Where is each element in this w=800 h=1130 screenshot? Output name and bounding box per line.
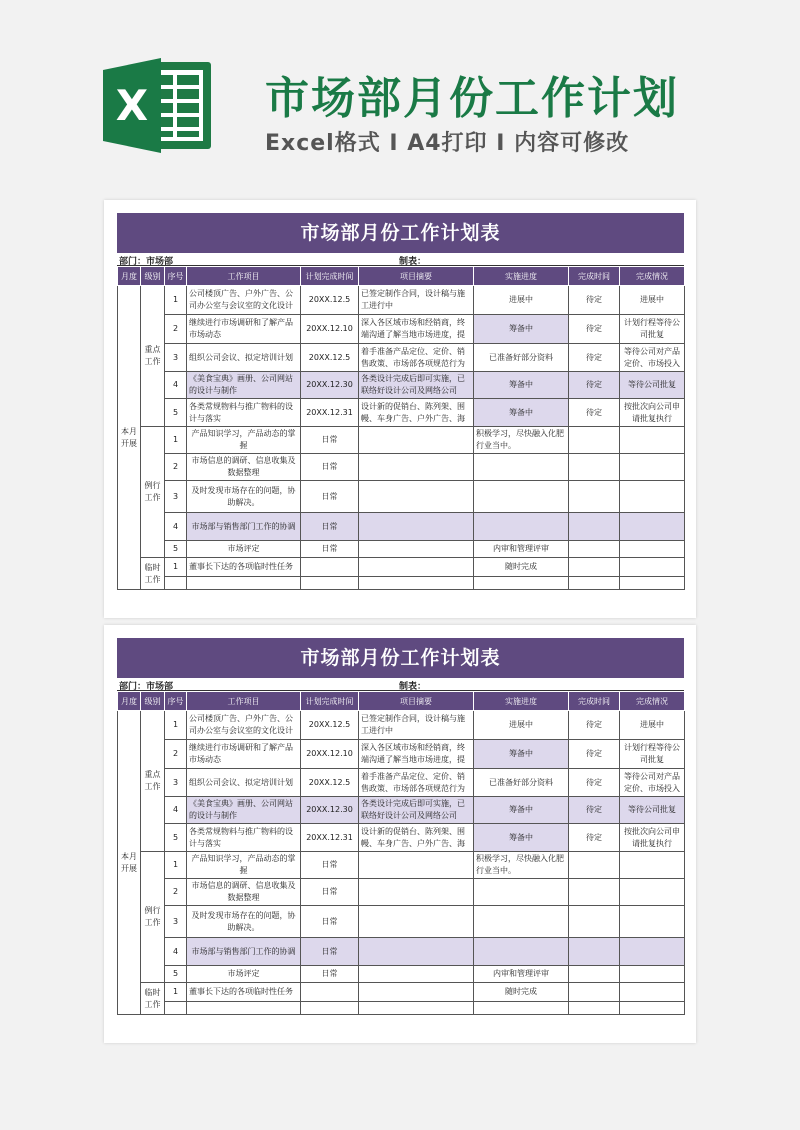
table-row (118, 558, 685, 577)
no-cell: 3 (165, 481, 187, 513)
header-cell: 月度 (118, 692, 141, 711)
sheet-title: 市场部月份工作计划表 (117, 638, 684, 678)
header-cell: 工作项目 (187, 692, 301, 711)
status-cell: 进展中 (620, 286, 685, 315)
sheet-2 (117, 638, 684, 1015)
date-cell (301, 983, 359, 1002)
no-cell: 1 (165, 427, 187, 454)
status-cell (620, 938, 685, 966)
table-row (118, 824, 685, 852)
table-row (118, 966, 685, 983)
item-cell: 及时发现市场存在的问题，协助解决。 (187, 906, 301, 938)
item-cell: 《美食宝典》画册、公司网站的设计与制作 (187, 372, 301, 399)
header-cell: 完成情况 (620, 692, 685, 711)
status-cell (620, 852, 685, 879)
no-cell: 2 (165, 740, 187, 769)
date-cell: 20XX.12.31 (301, 399, 359, 427)
no-cell: 4 (165, 797, 187, 824)
done-cell: 待定 (569, 372, 620, 399)
summary-cell (359, 983, 474, 1002)
excel-logo-icon (103, 58, 215, 153)
meta-row (117, 253, 684, 266)
header-cell: 完成时间 (569, 692, 620, 711)
status-cell (620, 481, 685, 513)
item-cell: 《美食宝典》画册、公司网站的设计与制作 (187, 797, 301, 824)
progress-cell: 已准备好部分资料 (474, 769, 569, 797)
header-cell: 完成情况 (620, 267, 685, 286)
level-routine: 例行工作 (141, 427, 165, 558)
level-temp: 临时工作 (141, 558, 165, 590)
progress-cell: 筹备中 (474, 824, 569, 852)
status-cell: 计划行程等待公司批复 (620, 740, 685, 769)
date-cell: 20XX.12.31 (301, 824, 359, 852)
date-cell: 20XX.12.10 (301, 315, 359, 344)
plan-table (117, 691, 685, 1015)
progress-cell: 随时完成 (474, 558, 569, 577)
table-row (118, 983, 685, 1002)
level-temp: 临时工作 (141, 983, 165, 1015)
maker-label: 制表： (399, 257, 427, 267)
no-cell (165, 1002, 187, 1015)
item-cell (187, 577, 301, 590)
status-cell (620, 983, 685, 1002)
table-row (118, 513, 685, 541)
done-cell (569, 513, 620, 541)
header-cell: 项目摘要 (359, 692, 474, 711)
date-cell (301, 558, 359, 577)
done-cell: 待定 (569, 344, 620, 372)
status-cell (620, 427, 685, 454)
summary-cell: 各类设计完成后即可实施，已联络好设计公司及网络公司 (359, 372, 474, 399)
header-cell: 实施进度 (474, 267, 569, 286)
table-row (118, 315, 685, 344)
table-row (118, 399, 685, 427)
maker-label: 制表： (399, 682, 427, 692)
item-cell: 继续进行市场调研和了解产品市场动态 (187, 740, 301, 769)
date-cell: 日常 (301, 541, 359, 558)
date-cell: 20XX.12.5 (301, 286, 359, 315)
no-cell (165, 577, 187, 590)
no-cell: 2 (165, 454, 187, 481)
no-cell: 3 (165, 344, 187, 372)
summary-cell (359, 513, 474, 541)
summary-cell (359, 558, 474, 577)
header-cell: 级别 (141, 692, 165, 711)
item-cell: 董事长下达的各项临时性任务 (187, 558, 301, 577)
progress-cell (474, 513, 569, 541)
done-cell (569, 983, 620, 1002)
table-row (118, 852, 685, 879)
done-cell (569, 558, 620, 577)
status-cell (620, 541, 685, 558)
dept-label: 部门：市场部 (119, 257, 174, 267)
done-cell (569, 427, 620, 454)
item-cell: 各类常规物料与推广物料的设计与落实 (187, 824, 301, 852)
date-cell: 20XX.12.10 (301, 740, 359, 769)
date-cell: 20XX.12.5 (301, 711, 359, 740)
summary-cell: 各类设计完成后即可实施，已联络好设计公司及网络公司 (359, 797, 474, 824)
no-cell: 1 (165, 852, 187, 879)
summary-cell: 深入各区域市场和经销商，终端沟通了解当地市场进度，提 (359, 315, 474, 344)
progress-cell: 筹备中 (474, 740, 569, 769)
banner-title: 市场部月份工作计划 (265, 73, 679, 124)
summary-cell (359, 906, 474, 938)
date-cell: 日常 (301, 906, 359, 938)
item-cell: 市场评定 (187, 541, 301, 558)
month-cell: 本月开展 (118, 711, 141, 1015)
done-cell (569, 879, 620, 906)
table-row (118, 286, 685, 315)
no-cell: 1 (165, 286, 187, 315)
progress-cell: 进展中 (474, 711, 569, 740)
date-cell (301, 1002, 359, 1015)
no-cell: 3 (165, 906, 187, 938)
done-cell (569, 966, 620, 983)
table-row (118, 938, 685, 966)
summary-cell: 着手准备产品定位、定价、销售政策、市场部各项规范行为 (359, 344, 474, 372)
progress-cell (474, 879, 569, 906)
done-cell: 待定 (569, 286, 620, 315)
done-cell (569, 541, 620, 558)
done-cell (569, 938, 620, 966)
item-cell: 公司楼顶广告、户外广告、公司办公室与会议室的文化设计 (187, 711, 301, 740)
no-cell: 5 (165, 824, 187, 852)
status-cell: 等待公司对产品定价、市场投入 (620, 344, 685, 372)
done-cell: 待定 (569, 315, 620, 344)
item-cell: 市场评定 (187, 966, 301, 983)
level-routine: 例行工作 (141, 852, 165, 983)
sheet-1 (117, 213, 684, 590)
progress-cell: 筹备中 (474, 399, 569, 427)
summary-cell: 着手准备产品定位、定价、销售政策、市场部各项规范行为 (359, 769, 474, 797)
no-cell: 4 (165, 938, 187, 966)
done-cell (569, 906, 620, 938)
header-cell: 工作项目 (187, 267, 301, 286)
date-cell: 20XX.12.5 (301, 344, 359, 372)
summary-cell: 设计新的促销台、陈列架、围幔、车身广告、户外广告、海 (359, 824, 474, 852)
sheet-card-1 (104, 200, 696, 618)
table-row (118, 1002, 685, 1015)
progress-cell (474, 577, 569, 590)
date-cell: 20XX.12.30 (301, 372, 359, 399)
plan-table (117, 266, 685, 590)
table-row (118, 906, 685, 938)
header-cell: 计划完成时间 (301, 692, 359, 711)
banner-subtitle: Excel格式 I A4打印 I 内容可修改 (265, 131, 630, 156)
summary-cell (359, 541, 474, 558)
item-cell: 产品知识学习，产品动态的掌握 (187, 427, 301, 454)
header-row (118, 692, 685, 711)
table-row (118, 454, 685, 481)
progress-cell: 已准备好部分资料 (474, 344, 569, 372)
progress-cell (474, 481, 569, 513)
no-cell: 2 (165, 315, 187, 344)
done-cell: 待定 (569, 797, 620, 824)
sheet-title: 市场部月份工作计划表 (117, 213, 684, 253)
summary-cell (359, 481, 474, 513)
no-cell: 4 (165, 513, 187, 541)
table-row (118, 541, 685, 558)
done-cell: 待定 (569, 740, 620, 769)
item-cell: 组织公司会议、拟定培训计划 (187, 769, 301, 797)
done-cell: 待定 (569, 824, 620, 852)
no-cell: 1 (165, 983, 187, 1002)
date-cell: 20XX.12.30 (301, 797, 359, 824)
progress-cell (474, 1002, 569, 1015)
date-cell: 日常 (301, 513, 359, 541)
status-cell: 计划行程等待公司批复 (620, 315, 685, 344)
header-row (118, 267, 685, 286)
date-cell: 日常 (301, 427, 359, 454)
date-cell: 日常 (301, 879, 359, 906)
sheet-card-2 (104, 625, 696, 1043)
header-cell: 完成时间 (569, 267, 620, 286)
dept-label: 部门：市场部 (119, 682, 174, 692)
item-cell: 公司楼顶广告、户外广告、公司办公室与会议室的文化设计 (187, 286, 301, 315)
done-cell: 待定 (569, 399, 620, 427)
status-cell (620, 558, 685, 577)
status-cell (620, 513, 685, 541)
progress-cell: 进展中 (474, 286, 569, 315)
item-cell (187, 1002, 301, 1015)
progress-cell: 积极学习，尽快融入化肥行业当中。 (474, 852, 569, 879)
svg-text:X: X (115, 81, 149, 130)
status-cell: 进展中 (620, 711, 685, 740)
item-cell: 产品知识学习，产品动态的掌握 (187, 852, 301, 879)
table-row (118, 344, 685, 372)
summary-cell (359, 427, 474, 454)
done-cell (569, 481, 620, 513)
table-row (118, 372, 685, 399)
no-cell: 3 (165, 769, 187, 797)
item-cell: 及时发现市场存在的问题，协助解决。 (187, 481, 301, 513)
progress-cell (474, 906, 569, 938)
status-cell (620, 454, 685, 481)
no-cell: 5 (165, 966, 187, 983)
status-cell (620, 966, 685, 983)
summary-cell (359, 966, 474, 983)
summary-cell: 设计新的促销台、陈列架、围幔、车身广告、户外广告、海 (359, 399, 474, 427)
summary-cell (359, 852, 474, 879)
done-cell (569, 852, 620, 879)
item-cell: 市场部与销售部门工作的协调 (187, 938, 301, 966)
summary-cell (359, 879, 474, 906)
progress-cell: 内审和管理评审 (474, 966, 569, 983)
item-cell: 各类常规物料与推广物料的设计与落实 (187, 399, 301, 427)
progress-cell: 随时完成 (474, 983, 569, 1002)
summary-cell: 深入各区域市场和经销商，终端沟通了解当地市场进度，提 (359, 740, 474, 769)
table-row (118, 427, 685, 454)
table-row (118, 797, 685, 824)
header-cell: 计划完成时间 (301, 267, 359, 286)
date-cell: 日常 (301, 938, 359, 966)
item-cell: 继续进行市场调研和了解产品市场动态 (187, 315, 301, 344)
summary-cell: 已签定制作合同，设计稿与施工进行中 (359, 711, 474, 740)
header-cell: 实施进度 (474, 692, 569, 711)
header-cell: 级别 (141, 267, 165, 286)
item-cell: 组织公司会议、拟定培训计划 (187, 344, 301, 372)
item-cell: 市场部与销售部门工作的协调 (187, 513, 301, 541)
status-cell: 按批次向公司申请批复执行 (620, 824, 685, 852)
progress-cell: 筹备中 (474, 372, 569, 399)
progress-cell: 筹备中 (474, 797, 569, 824)
item-cell: 市场信息的调研、信息收集及数据整理 (187, 879, 301, 906)
progress-cell (474, 938, 569, 966)
date-cell: 20XX.12.5 (301, 769, 359, 797)
date-cell: 日常 (301, 966, 359, 983)
progress-cell (474, 454, 569, 481)
no-cell: 1 (165, 711, 187, 740)
header-cell: 序号 (165, 267, 187, 286)
table-row (118, 769, 685, 797)
header-cell: 月度 (118, 267, 141, 286)
meta-row (117, 678, 684, 691)
status-cell: 等待公司对产品定价、市场投入 (620, 769, 685, 797)
top-banner (0, 0, 800, 185)
level-key: 重点工作 (141, 711, 165, 852)
no-cell: 1 (165, 558, 187, 577)
date-cell: 日常 (301, 454, 359, 481)
date-cell: 日常 (301, 481, 359, 513)
status-cell (620, 577, 685, 590)
summary-cell (359, 454, 474, 481)
no-cell: 2 (165, 879, 187, 906)
done-cell (569, 454, 620, 481)
progress-cell: 积极学习，尽快融入化肥行业当中。 (474, 427, 569, 454)
item-cell: 董事长下达的各项临时性任务 (187, 983, 301, 1002)
date-cell: 日常 (301, 852, 359, 879)
date-cell (301, 577, 359, 590)
table-row (118, 577, 685, 590)
done-cell (569, 577, 620, 590)
status-cell: 等待公司批复 (620, 372, 685, 399)
summary-cell (359, 577, 474, 590)
done-cell (569, 1002, 620, 1015)
month-cell: 本月开展 (118, 286, 141, 590)
table-row (118, 481, 685, 513)
status-cell: 按批次向公司申请批复执行 (620, 399, 685, 427)
status-cell (620, 1002, 685, 1015)
header-cell: 项目摘要 (359, 267, 474, 286)
level-key: 重点工作 (141, 286, 165, 427)
status-cell (620, 879, 685, 906)
done-cell: 待定 (569, 711, 620, 740)
summary-cell (359, 938, 474, 966)
summary-cell: 已签定制作合同，设计稿与施工进行中 (359, 286, 474, 315)
header-cell: 序号 (165, 692, 187, 711)
progress-cell: 筹备中 (474, 315, 569, 344)
done-cell: 待定 (569, 769, 620, 797)
no-cell: 5 (165, 541, 187, 558)
no-cell: 5 (165, 399, 187, 427)
status-cell (620, 906, 685, 938)
table-row (118, 740, 685, 769)
no-cell: 4 (165, 372, 187, 399)
progress-cell: 内审和管理评审 (474, 541, 569, 558)
status-cell: 等待公司批复 (620, 797, 685, 824)
table-row (118, 879, 685, 906)
table-row (118, 711, 685, 740)
summary-cell (359, 1002, 474, 1015)
item-cell: 市场信息的调研、信息收集及数据整理 (187, 454, 301, 481)
